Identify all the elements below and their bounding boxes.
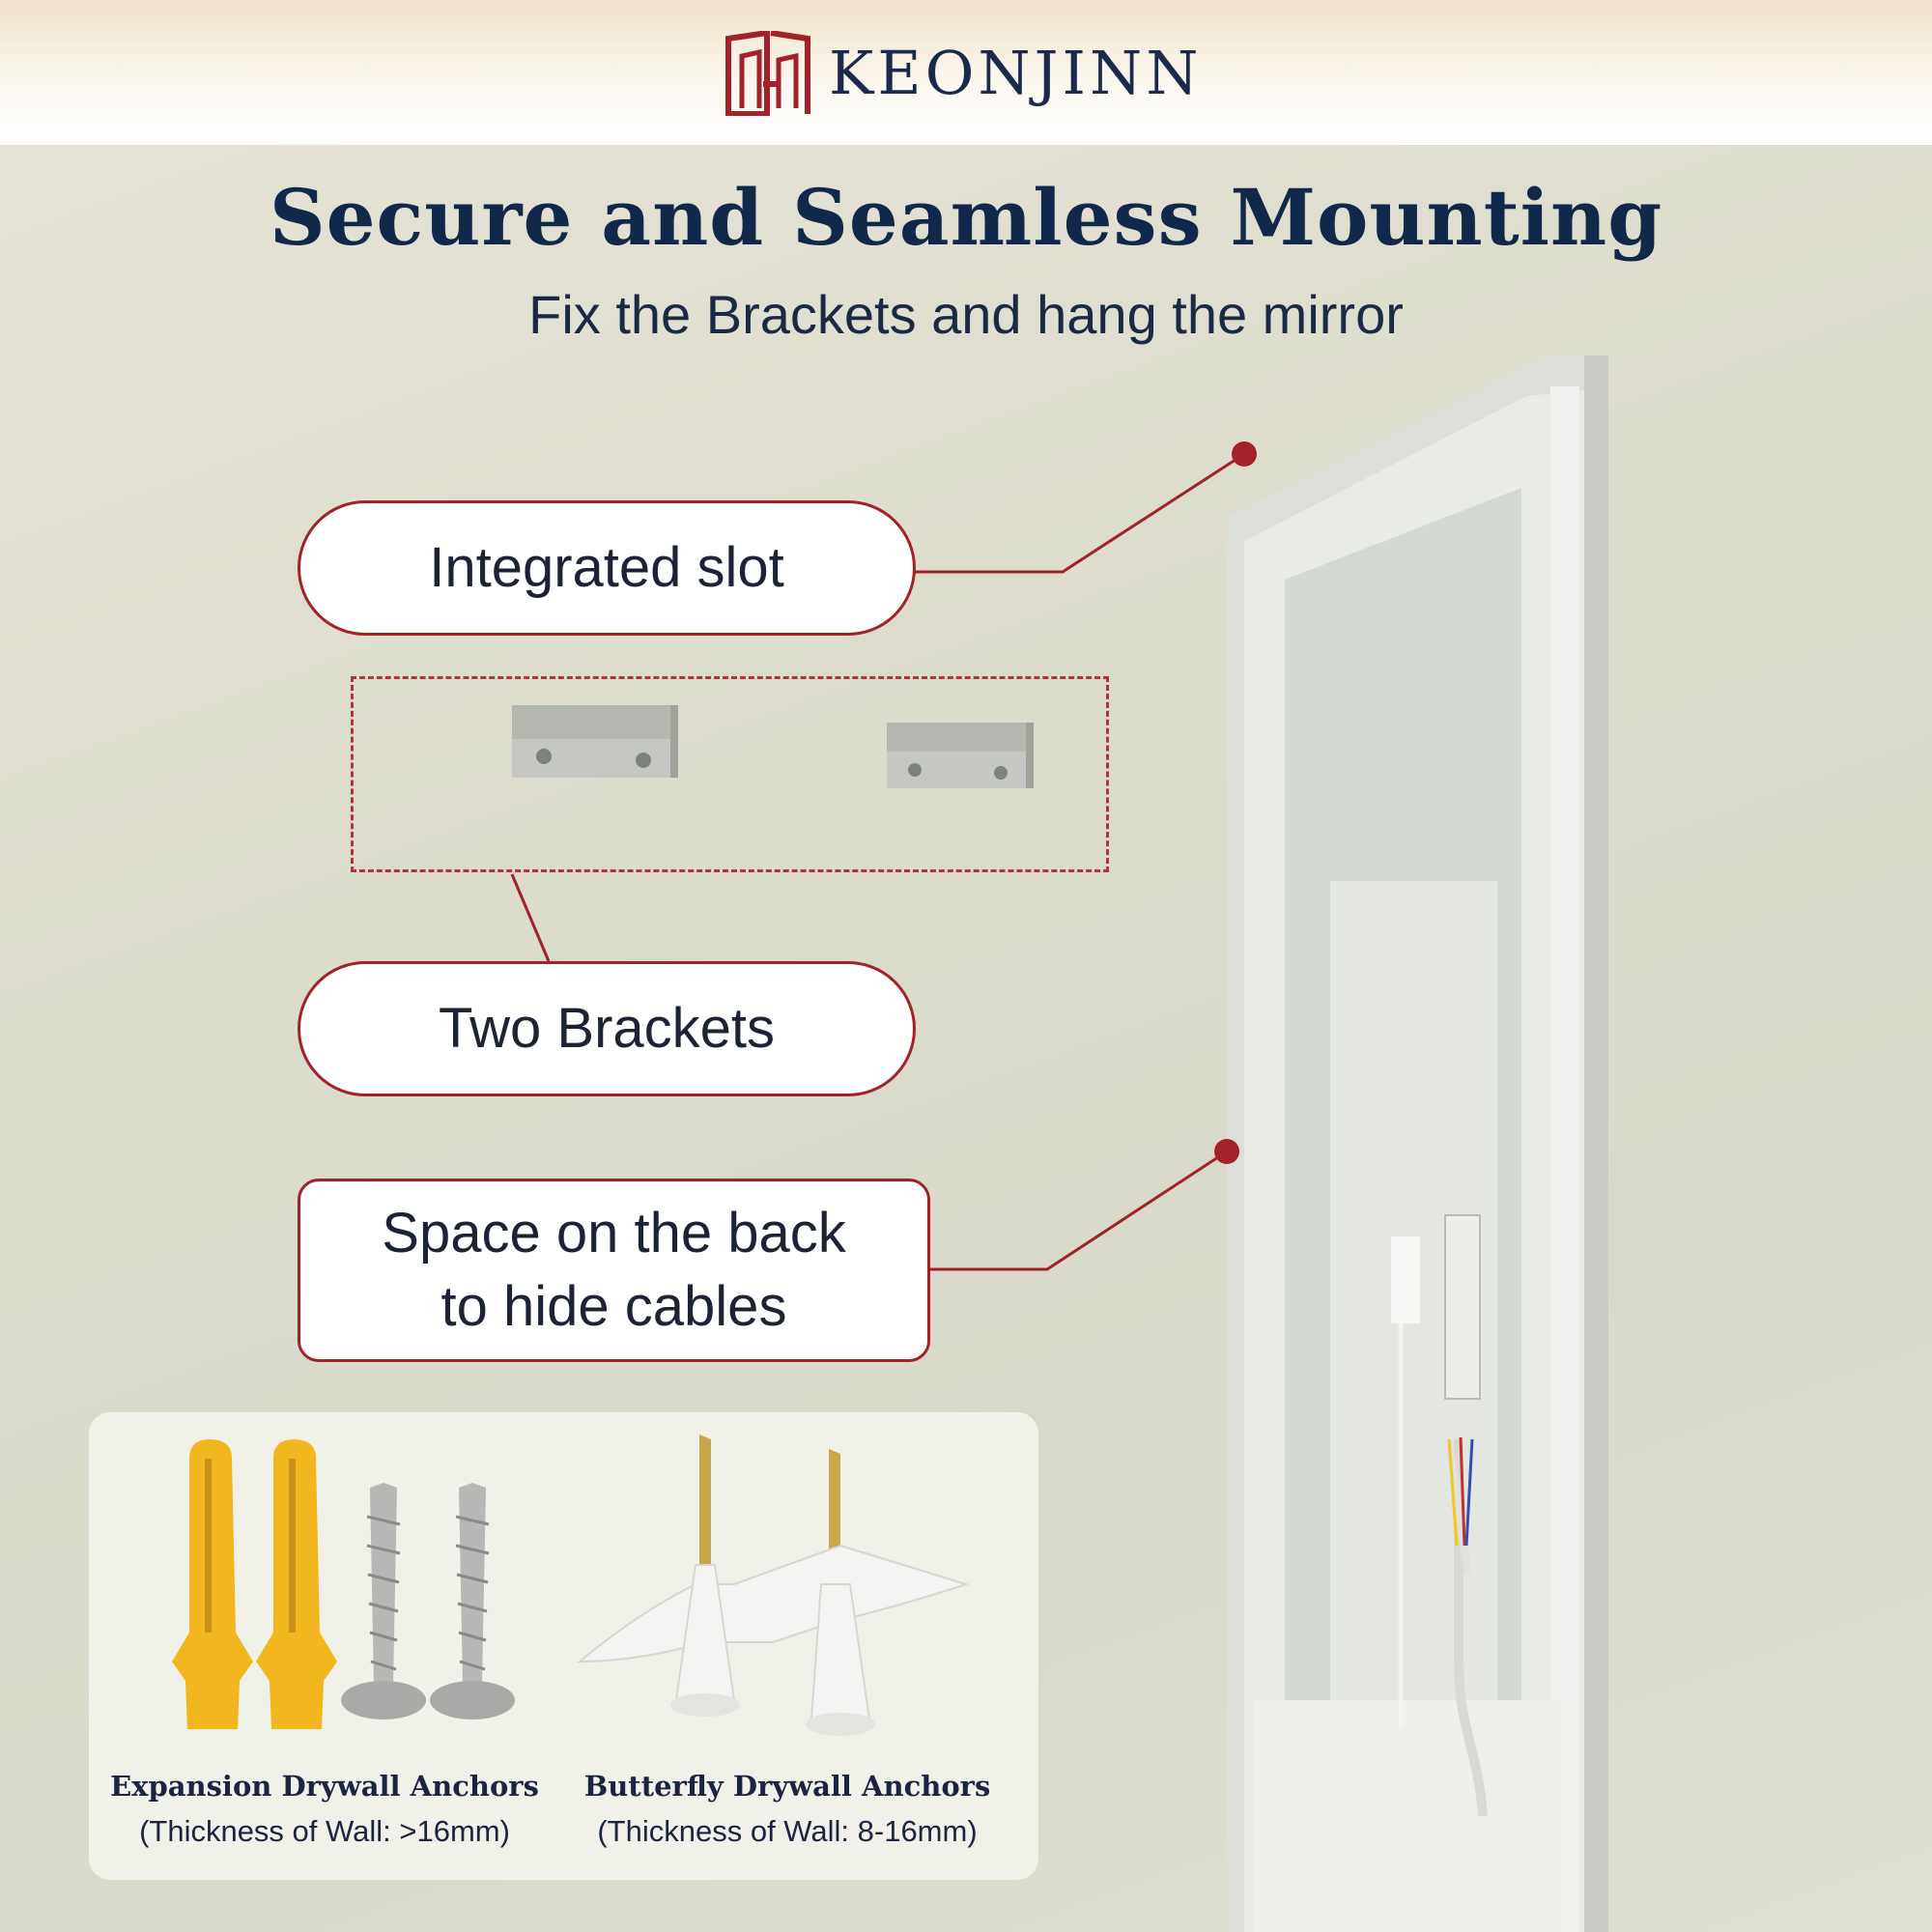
expansion-anchor-caption [93,1764,556,1855]
butterfly-anchor-caption [555,1764,1019,1855]
page-subtitle: Fix the Brackets and hang the mirror [528,284,1404,345]
brand-name: KEONJINN [829,38,1203,108]
page-title: Secure and Seamless Mounting [269,172,1663,263]
butterfly-anchor-detail: (Thickness of Wall: 8-16mm) [597,1814,978,1848]
callout-two-brackets-label: Two Brackets [438,997,776,1060]
callout-integrated-slot-label: Integrated slot [429,536,784,599]
expansion-anchor-detail: (Thickness of Wall: >16mm) [139,1814,510,1848]
callout-cable-space-line2: to hide cables [440,1275,787,1338]
screw-icon [341,1483,515,1719]
butterfly-anchor-title: Butterfly Drywall Anchors [583,1770,991,1803]
butterfly-anchor-icon [580,1435,966,1736]
callout-cable-space-line1: Space on the back [382,1202,846,1264]
expansion-anchor-title: Expansion Drywall Anchors [110,1770,539,1803]
expansion-anchor-icon [172,1439,337,1729]
